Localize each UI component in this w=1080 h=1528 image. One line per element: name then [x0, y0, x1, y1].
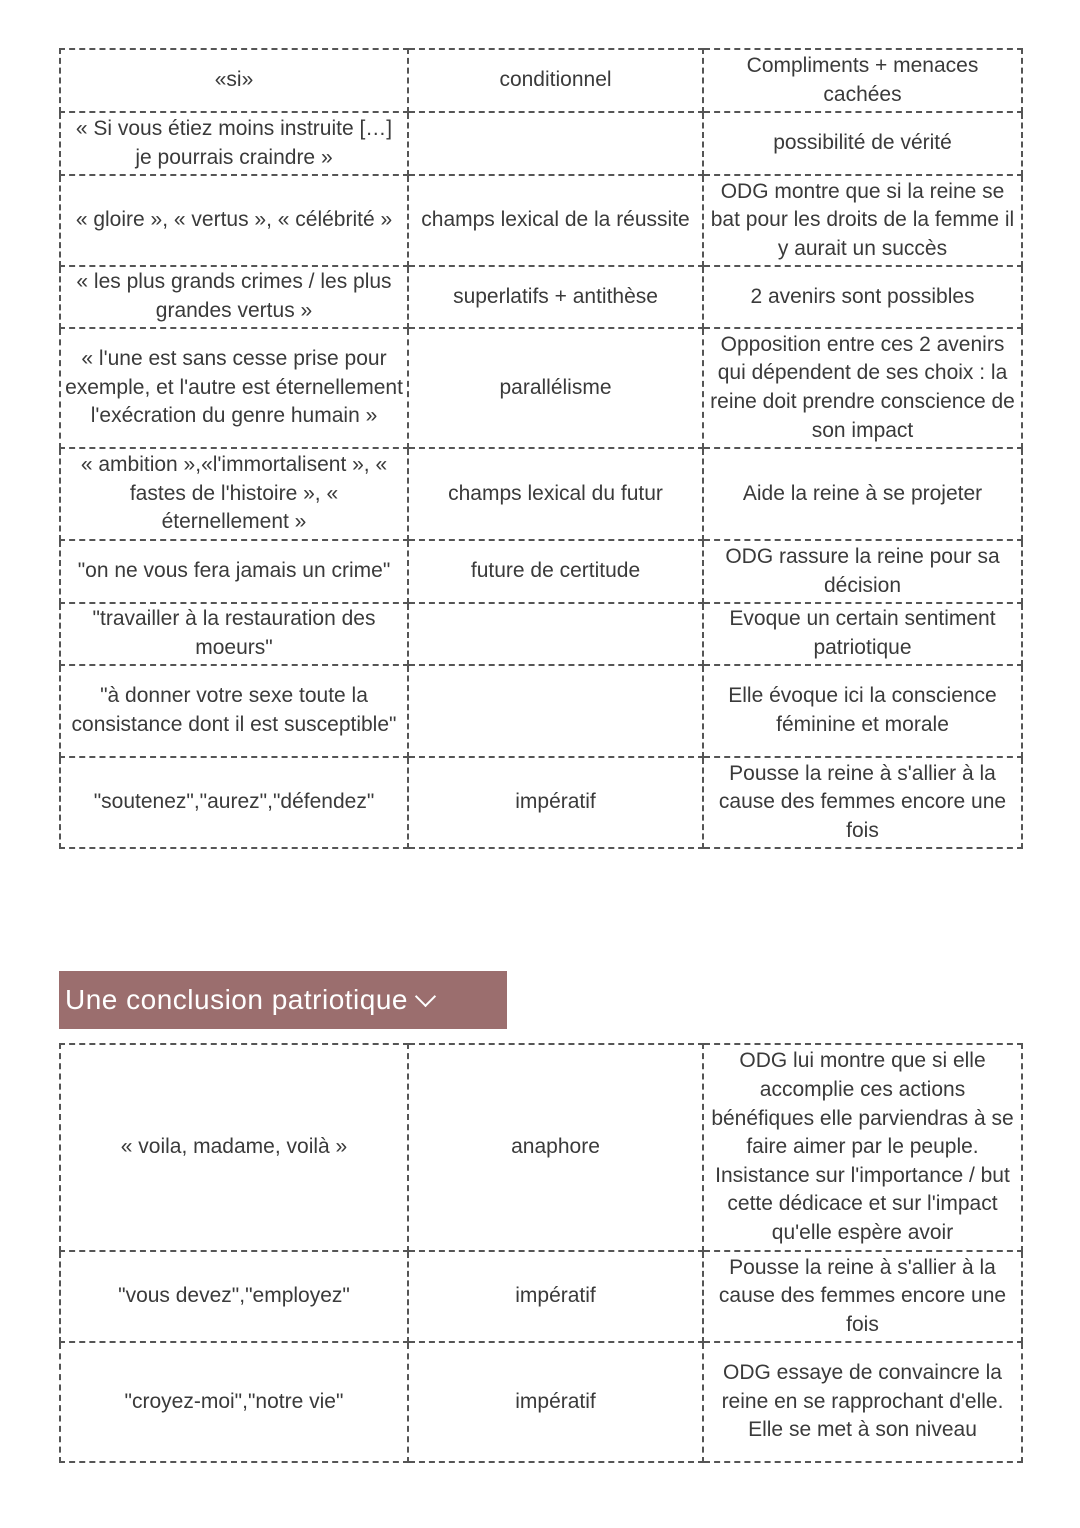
quote-cell: "on ne vous fera jamais un crime": [60, 540, 408, 603]
table-row: [60, 266, 1022, 328]
figure-cell: impératif: [408, 1251, 703, 1342]
effect-cell: Compliments + menaces cachées: [703, 49, 1022, 112]
figure-cell: impératif: [408, 757, 703, 848]
quote-cell: "soutenez","aurez","défendez": [60, 757, 408, 848]
quote-cell: «si»: [60, 49, 408, 112]
effect-cell: ODG rassure la reine pour sa décision: [703, 540, 1022, 603]
table-row: [60, 665, 1022, 757]
figure-cell: superlatifs + antithèse: [408, 266, 703, 328]
quote-cell: « ambition »,«l'immortalisent », « fastes de l'histoire », « éternellement »: [60, 448, 408, 540]
table-row: [60, 328, 1022, 448]
section-toggle-header[interactable]: [59, 971, 507, 1029]
analysis-table-2: [59, 1043, 1023, 1463]
effect-cell: possibilité de vérité: [703, 112, 1022, 175]
table-row: [60, 1251, 1022, 1342]
effect-cell: Opposition entre ces 2 avenirs qui dépendent de ses choix : la reine doit prendre conscience de son impact: [703, 328, 1022, 448]
effect-cell: ODG essaye de convaincre la reine en se rapprochant d'elle. Elle se met à son niveau: [703, 1342, 1022, 1462]
effect-cell: Elle évoque ici la conscience féminine et morale: [703, 665, 1022, 757]
quote-cell: "croyez-moi","notre vie": [60, 1342, 408, 1462]
quote-cell: « voila, madame, voilà »: [60, 1044, 408, 1251]
analysis-table-1: [59, 48, 1023, 849]
table-row: [60, 448, 1022, 540]
effect-cell: ODG lui montre que si elle accomplie ces actions bénéfiques elle parviendras à se faire aimer par le peuple. Insistance sur l'importance / but cette dédicace et sur l'impact qu'elle espère avoir: [703, 1044, 1022, 1251]
figure-cell: champs lexical du futur: [408, 448, 703, 540]
quote-cell: « les plus grands crimes / les plus grandes vertus »: [60, 266, 408, 328]
table-row: [60, 540, 1022, 603]
table-row: [60, 112, 1022, 175]
figure-cell: [408, 112, 703, 175]
effect-cell: Evoque un certain sentiment patriotique: [703, 603, 1022, 665]
table-row: [60, 1044, 1022, 1251]
figure-cell: champs lexical de la réussite: [408, 175, 703, 266]
effect-cell: ODG montre que si la reine se bat pour les droits de la femme il y aurait un succès: [703, 175, 1022, 266]
effect-cell: Pousse la reine à s'allier à la cause des femmes encore une fois: [703, 1251, 1022, 1342]
figure-cell: future de certitude: [408, 540, 703, 603]
table-row: [60, 757, 1022, 848]
figure-cell: conditionnel: [408, 49, 703, 112]
quote-cell: « l'une est sans cesse prise pour exemple, et l'autre est éternellement l'exécration du genre humain »: [60, 328, 408, 448]
chevron-down-icon[interactable]: [415, 985, 436, 1006]
table-row: [60, 49, 1022, 112]
table-row: [60, 175, 1022, 266]
quote-cell: "travailler à la restauration des moeurs": [60, 603, 408, 665]
table-row: [60, 603, 1022, 665]
figure-cell: impératif: [408, 1342, 703, 1462]
quote-cell: « gloire », « vertus », « célébrité »: [60, 175, 408, 266]
effect-cell: Pousse la reine à s'allier à la cause des femmes encore une fois: [703, 757, 1022, 848]
figure-cell: [408, 603, 703, 665]
quote-cell: "à donner votre sexe toute la consistance dont il est susceptible": [60, 665, 408, 757]
quote-cell: "vous devez","employez": [60, 1251, 408, 1342]
figure-cell: anaphore: [408, 1044, 703, 1251]
section-title: Une conclusion patriotique: [65, 984, 408, 1015]
effect-cell: 2 avenirs sont possibles: [703, 266, 1022, 328]
figure-cell: parallélisme: [408, 328, 703, 448]
figure-cell: [408, 665, 703, 757]
quote-cell: « Si vous étiez moins instruite […] je pourrais craindre »: [60, 112, 408, 175]
table-row: [60, 1342, 1022, 1462]
effect-cell: Aide la reine à se projeter: [703, 448, 1022, 540]
